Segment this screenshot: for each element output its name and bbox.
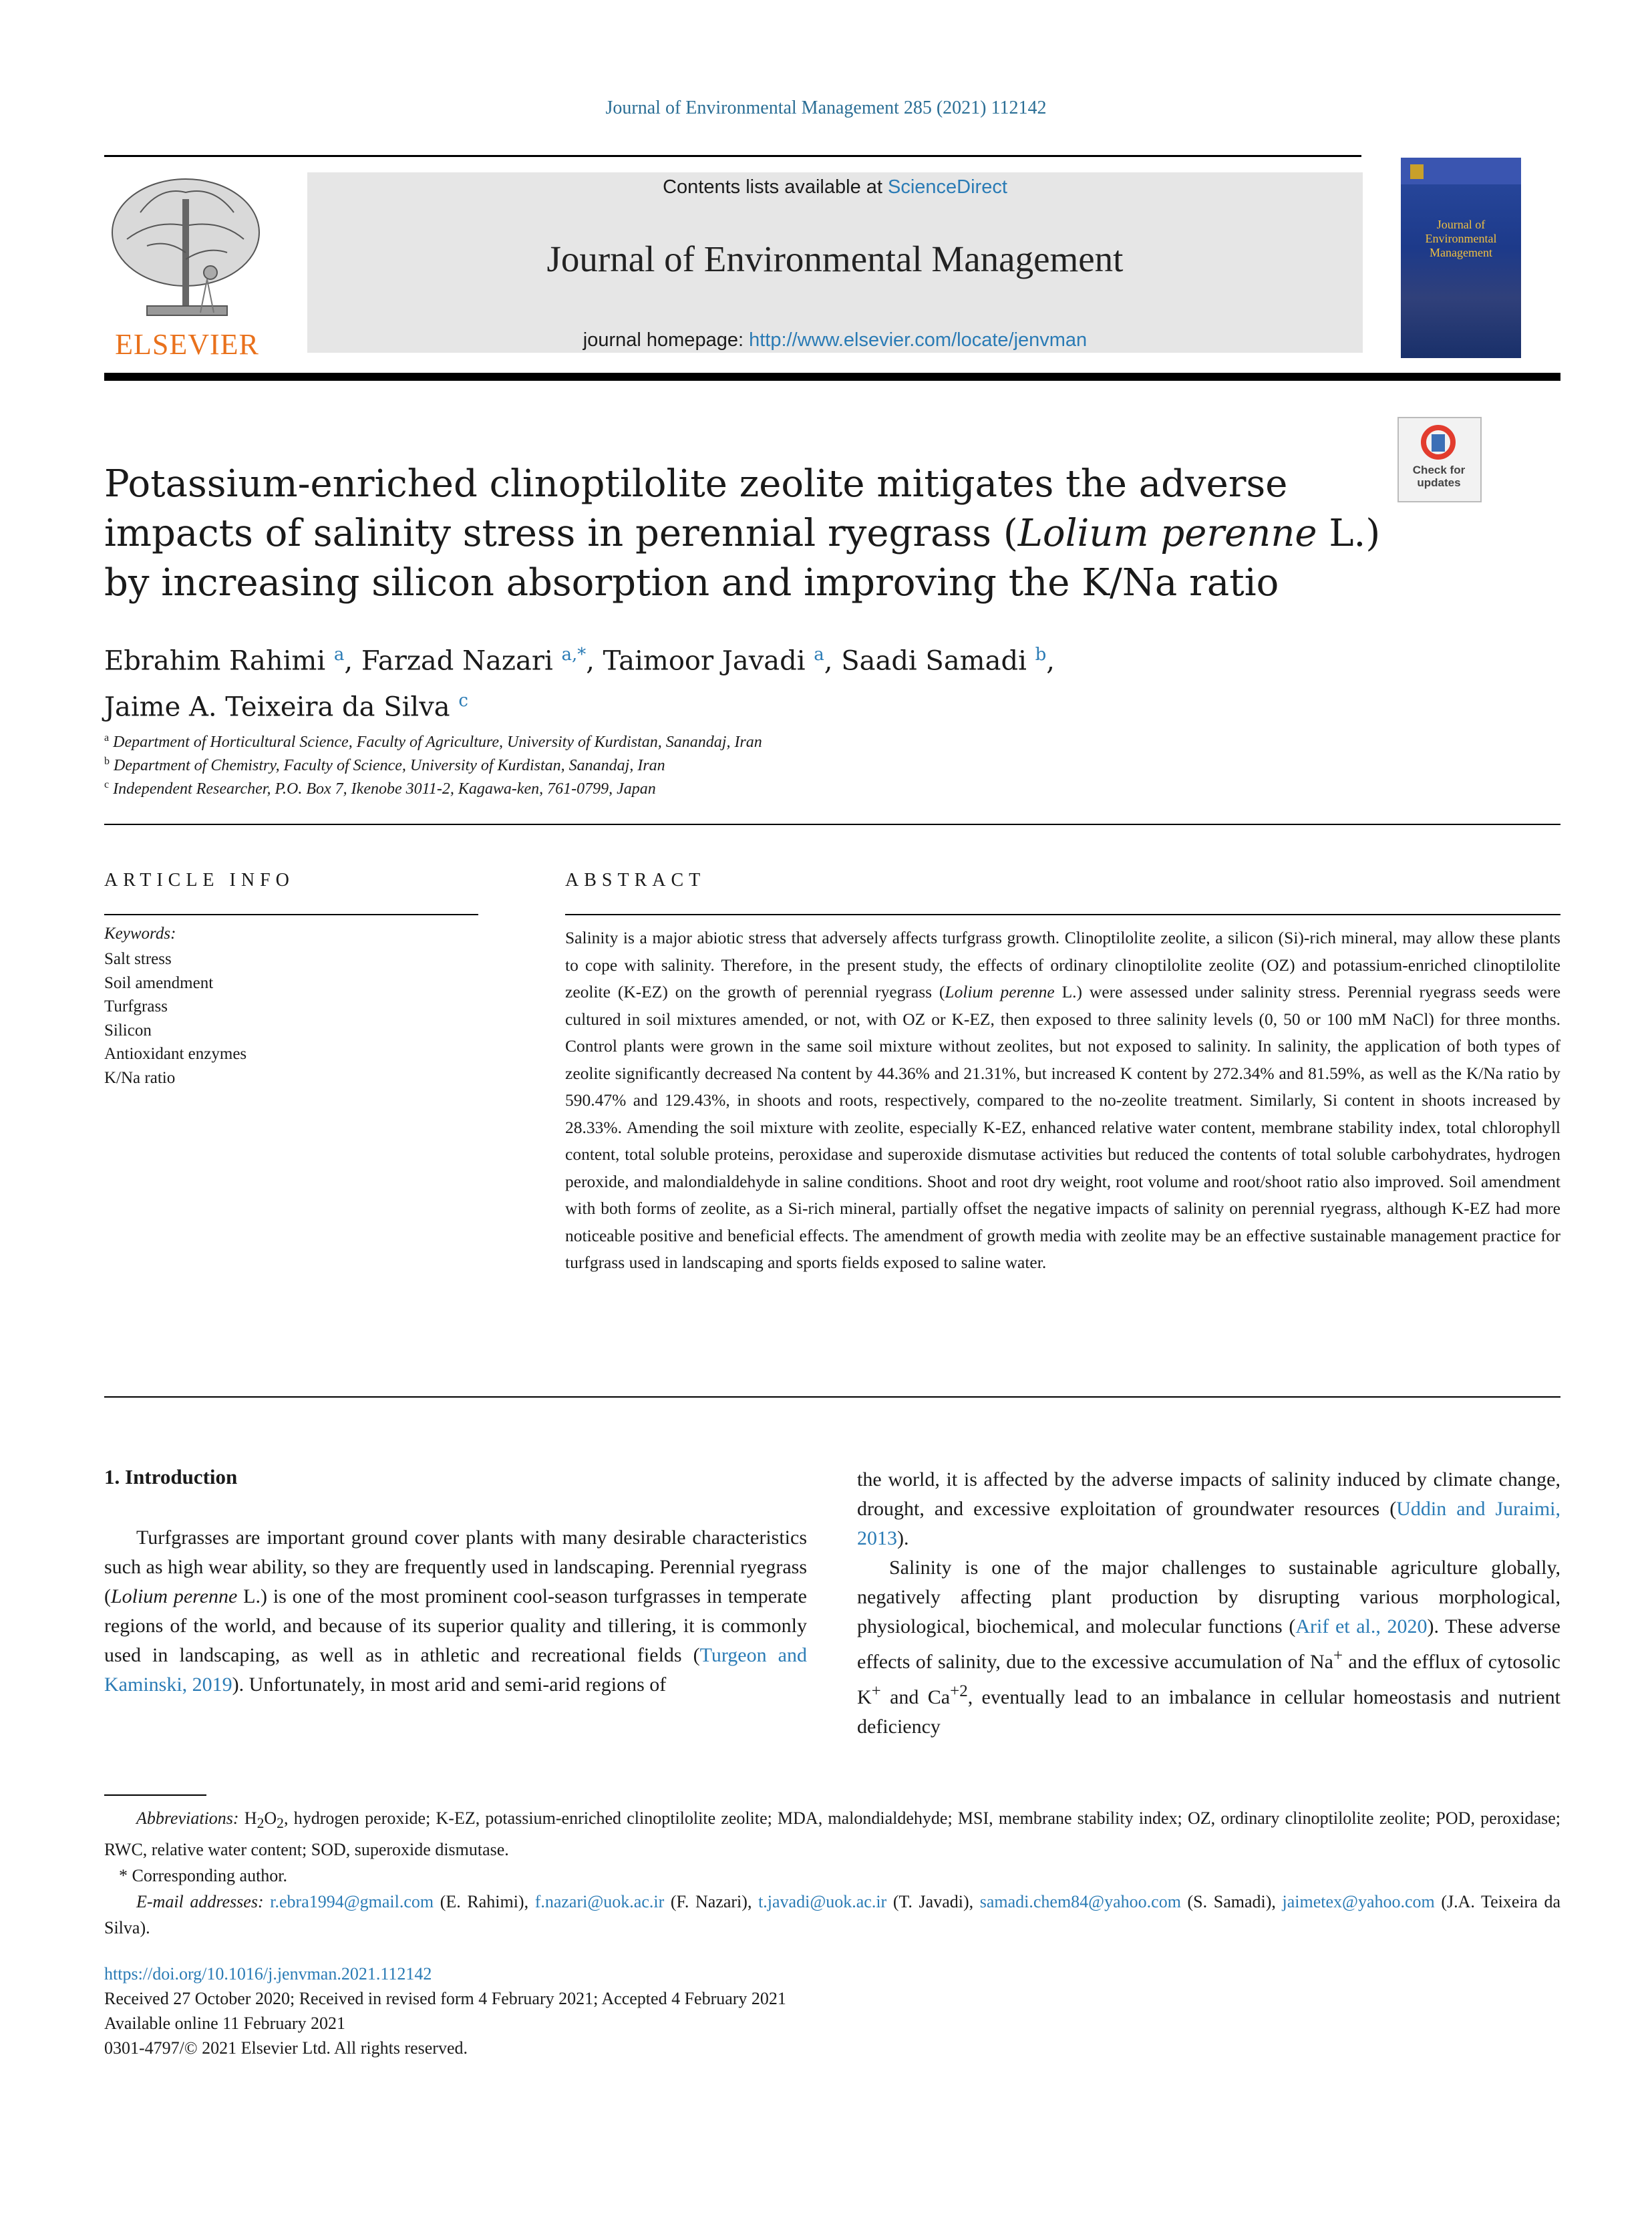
affiliation-mark: b bbox=[104, 756, 110, 767]
text-run: ). These adverse effects of salinity, due to the excessive accumulation of Na bbox=[857, 1615, 1560, 1673]
abstract-species: Lolium perenne bbox=[945, 982, 1055, 1001]
journal-reference[interactable]: Journal of Environmental Management 285 (2021) 112142 bbox=[605, 98, 1047, 118]
email-link[interactable]: jaimetex@yahoo.com bbox=[1282, 1892, 1435, 1912]
email-owner: (F. Nazari), bbox=[664, 1892, 759, 1912]
superscript: + bbox=[1333, 1647, 1343, 1665]
text-run: and Ca bbox=[880, 1686, 951, 1708]
text-run: Turfgrasses are important ground cover plants with many desirable characteristics such as high wear ability, so they are frequently used in landscaping. Perennial ryegrass ( bbox=[104, 1527, 807, 1607]
abstract-rule bbox=[565, 914, 1560, 915]
abstract-body bbox=[565, 925, 1560, 1277]
check-updates-label bbox=[1397, 464, 1480, 489]
header-thick-rule bbox=[104, 373, 1560, 381]
homepage-line bbox=[307, 329, 1363, 351]
keyword-item: Turfgrass bbox=[104, 997, 168, 1015]
paragraph bbox=[104, 1523, 807, 1700]
email-link[interactable]: samadi.chem84@yahoo.com bbox=[979, 1892, 1181, 1912]
affiliation-mark: a bbox=[104, 732, 110, 744]
contents-line bbox=[307, 176, 1363, 198]
abbreviations-footnote bbox=[104, 1805, 1560, 1863]
cover-title bbox=[1401, 218, 1521, 260]
article-info-heading: ARTICLE INFO bbox=[104, 870, 295, 891]
superscript: + bbox=[871, 1682, 881, 1700]
citation-link[interactable]: Arif et al., 2020 bbox=[1295, 1615, 1428, 1637]
title-species: Lolium perenne bbox=[1017, 512, 1317, 555]
footnote-rule bbox=[104, 1794, 206, 1796]
abstract-text-2: L.) were assessed under salinity stress. Perennial ryegrass seeds were cultured in soil mixtures amended, or not, with OZ or K-EZ, then exposed to three salinity levels (0, 50 or 100 mM NaCl) for three months. Control plants were grown in the same soil mixture without zeolites, but not exposed to salinity. In salinity, the application of both types of zeolite significantly decreased Na content by 44.36% and 21.31%, but increased K content by 272.34% and 81.59%, as well as the K/Na ratio by 590.47% and 129.43%, in shoots and roots, respectively, compared to the no-zeolite treatment. Similarly, Si content in shoots increased by 28.33%. Amending the soil mixture with zeolite, especially K-EZ, enhanced relative water content, membrane stability index, total chlorophyll content, total soluble proteins, peroxidase and superoxide dismutase activities but reduced the contents of total soluble carbohydrates, hydrogen peroxide, and malondialdehyde in saline conditions. Shoot and root dry weight, root volume and root/shoot ratio also improved. Soil amendment with both forms of zeolite, as a Si-rich mineral, partially offset the negative impacts of salinity on perennial ryegrass, although K-EZ had more noticeable positive and beneficial effects. The amendment of growth media with zeolite may be an effective sustainable management practice for turfgrass used in landscaping and sports fields exposed to saline water. bbox=[565, 982, 1561, 1272]
copyright: 0301-4797/© 2021 Elsevier Ltd. All rights reserved. bbox=[104, 2038, 468, 2058]
author-affiliation-mark[interactable]: b bbox=[1035, 645, 1047, 665]
author-name: Ebrahim Rahimi bbox=[104, 645, 326, 677]
subscript: 2 bbox=[277, 1815, 284, 1832]
author-name: Jaime A. Teixeira da Silva bbox=[104, 691, 450, 723]
contents-prefix: Contents lists available at bbox=[663, 176, 888, 198]
footnotes bbox=[104, 1805, 1560, 1941]
email-owner: (S. Samadi), bbox=[1180, 1892, 1283, 1912]
affiliation bbox=[104, 732, 1373, 752]
author-affiliation-mark[interactable]: c bbox=[458, 691, 468, 711]
affiliation-text: Department of Chemistry, Faculty of Science, University of Kurdistan, Sanandaj, Iran bbox=[114, 757, 665, 774]
superscript: +2 bbox=[950, 1682, 968, 1700]
abstract-text-1: Salinity is a major abiotic stress that adversely affects turfgrass growth. Clinoptilolite zeolite, a silicon (Si)-rich mineral, may allow these plants to cope with salinity. Therefore, in the present study, the effects of ordinary clinoptilolite zeolite (OZ) and potassium-enriched clinoptilolite zeolite (K-EZ) on the growth of perennial ryegrass ( bbox=[565, 928, 1560, 1001]
email-link[interactable]: t.javadi@uok.ac.ir bbox=[758, 1892, 887, 1912]
text-run: L.) is one of the most prominent cool-season turfgrasses in temperate regions of the world, and because of its superior quality and tillering, it is commonly used in landscaping, as well as in athletic and recreational fields ( bbox=[104, 1585, 807, 1666]
author-name: Farzad Nazari bbox=[361, 645, 553, 677]
paragraph bbox=[857, 1553, 1560, 1742]
body-column-right bbox=[857, 1465, 1560, 1742]
text-run: , eventually lead to an imbalance in cellular homeostasis and nutrient deficiency bbox=[857, 1686, 1561, 1738]
check-updates-bookmark-icon bbox=[1432, 434, 1445, 452]
author-affiliation-mark[interactable]: a bbox=[814, 645, 824, 665]
title-part-1: Potassium-enriched clinoptilolite zeolite mitigates the adverse impacts of salinity stress in perennial ryegrass ( bbox=[104, 462, 1288, 555]
check-updates-line-2: updates bbox=[1417, 476, 1461, 489]
author-name: Saadi Samadi bbox=[841, 645, 1027, 677]
text-run: , hydrogen peroxide; K-EZ, potassium-enriched clinoptilolite zeolite; MDA, malondialdehyde; MSI, membrane stability index; OZ, ordinary clinoptilolite zeolite; POD, peroxidase; RWC, relative water content; SOD, superoxide dismutase. bbox=[104, 1808, 1561, 1860]
cover-title-line-3: Management bbox=[1430, 246, 1492, 259]
affiliation-mark: c bbox=[104, 779, 110, 790]
affiliation-text: Independent Researcher, P.O. Box 7, Ikenobe 3011-2, Kagawa-ken, 761-0799, Japan bbox=[113, 780, 656, 798]
keyword-item: Soil amendment bbox=[104, 973, 214, 992]
author-list: Ebrahim Rahimi $^a$, Farzad Nazari $^{a,*}$, Taimoor Javadi $^a$, Saadi Samadi $^b$, Jaime A. Teixeira da Silva $^c$ bbox=[104, 645, 1055, 723]
email-owner: (T. Javadi), bbox=[886, 1892, 980, 1912]
keyword-item: K/Na ratio bbox=[104, 1068, 176, 1087]
article-info-rule bbox=[104, 914, 478, 915]
affiliation bbox=[104, 779, 1373, 798]
section-heading-introduction: 1. Introduction bbox=[104, 1465, 238, 1488]
email-label: E-mail addresses: bbox=[136, 1892, 264, 1912]
body-column-left bbox=[104, 1523, 807, 1700]
text-run: ). Unfortunately, in most arid and semi-arid regions of bbox=[232, 1674, 667, 1696]
email-footnote bbox=[104, 1889, 1560, 1941]
citation-link[interactable]: Uddin and Juraimi, 2013 bbox=[857, 1498, 1560, 1549]
email-link[interactable]: f.nazari@uok.ac.ir bbox=[534, 1892, 665, 1912]
paragraph bbox=[857, 1465, 1560, 1553]
publication-info bbox=[104, 1961, 1039, 2060]
text-run: the world, it is affected by the adverse impacts of salinity induced by climate change, drought, and excessive exploitation of groundwater resources ( bbox=[857, 1468, 1560, 1520]
email-owner: (J.A. Teixeira da Silva). bbox=[104, 1892, 1560, 1938]
text-run: Salinity is one of the major challenges to sustainable agriculture globally, negatively affecting plant production by disrupting various morphological, physiological, biochemical, and molecular functions ( bbox=[857, 1557, 1560, 1637]
text-run: and the efflux of cytosolic K bbox=[857, 1651, 1561, 1708]
subscript: 2 bbox=[257, 1815, 265, 1832]
header-rule bbox=[104, 155, 1361, 157]
abstract-bottom-rule bbox=[104, 1396, 1560, 1398]
author-affiliation-mark[interactable]: a bbox=[333, 645, 345, 665]
affiliations-rule bbox=[104, 824, 1560, 825]
author-affiliation-mark[interactable]: a,* bbox=[561, 645, 587, 665]
title-part-2: L.) by increasing silicon absorption and improving the K/Na ratio bbox=[104, 512, 1381, 605]
keyword-item: Antioxidant enzymes bbox=[104, 1045, 247, 1063]
check-updates-line-1: Check for bbox=[1412, 464, 1466, 476]
cover-publisher-icon bbox=[1410, 164, 1424, 179]
received-dates: Received 27 October 2020; Received in revised form 4 February 2021; Accepted 4 February 2021 bbox=[104, 1989, 786, 2008]
sciencedirect-link[interactable]: ScienceDirect bbox=[888, 176, 1007, 198]
author-name: Taimoor Javadi bbox=[603, 645, 806, 677]
citation-link[interactable]: Turgeon and Kaminski, 2019 bbox=[104, 1644, 807, 1696]
abbreviations-label: Abbreviations: bbox=[136, 1808, 239, 1828]
text-run: ). bbox=[897, 1527, 909, 1549]
journal-title: Journal of Environmental Management bbox=[546, 239, 1124, 279]
homepage-prefix: journal homepage: bbox=[583, 329, 750, 351]
abstract-heading: ABSTRACT bbox=[565, 870, 706, 891]
cover-title-line-2: Environmental bbox=[1425, 232, 1497, 245]
affiliation-text: Department of Horticultural Science, Faculty of Agriculture, University of Kurdistan, Sanandaj, Iran bbox=[113, 734, 762, 751]
email-owner: (E. Rahimi), bbox=[434, 1892, 535, 1912]
email-link[interactable]: r.ebra1994@gmail.com bbox=[270, 1892, 434, 1912]
homepage-link[interactable]: http://www.elsevier.com/locate/jenvman bbox=[749, 329, 1088, 351]
text-run: O bbox=[264, 1808, 277, 1828]
keyword-item: Silicon bbox=[104, 1021, 152, 1040]
keyword-item: Salt stress bbox=[104, 950, 172, 968]
keywords-list bbox=[104, 947, 246, 1090]
species-name: Lolium perenne bbox=[111, 1585, 238, 1607]
text-run: H bbox=[244, 1808, 257, 1828]
paper-title bbox=[104, 460, 1387, 608]
keywords-label: Keywords: bbox=[104, 925, 176, 943]
affiliation bbox=[104, 756, 1373, 775]
online-date: Available online 11 February 2021 bbox=[104, 2014, 346, 2033]
cover-title-line-1: Journal of bbox=[1436, 218, 1486, 231]
publisher-name: ELSEVIER bbox=[115, 328, 259, 361]
doi-link[interactable]: https://doi.org/10.1016/j.jenvman.2021.112142 bbox=[104, 1964, 432, 1984]
corresponding-author-note: * Corresponding author. bbox=[119, 1866, 288, 1886]
